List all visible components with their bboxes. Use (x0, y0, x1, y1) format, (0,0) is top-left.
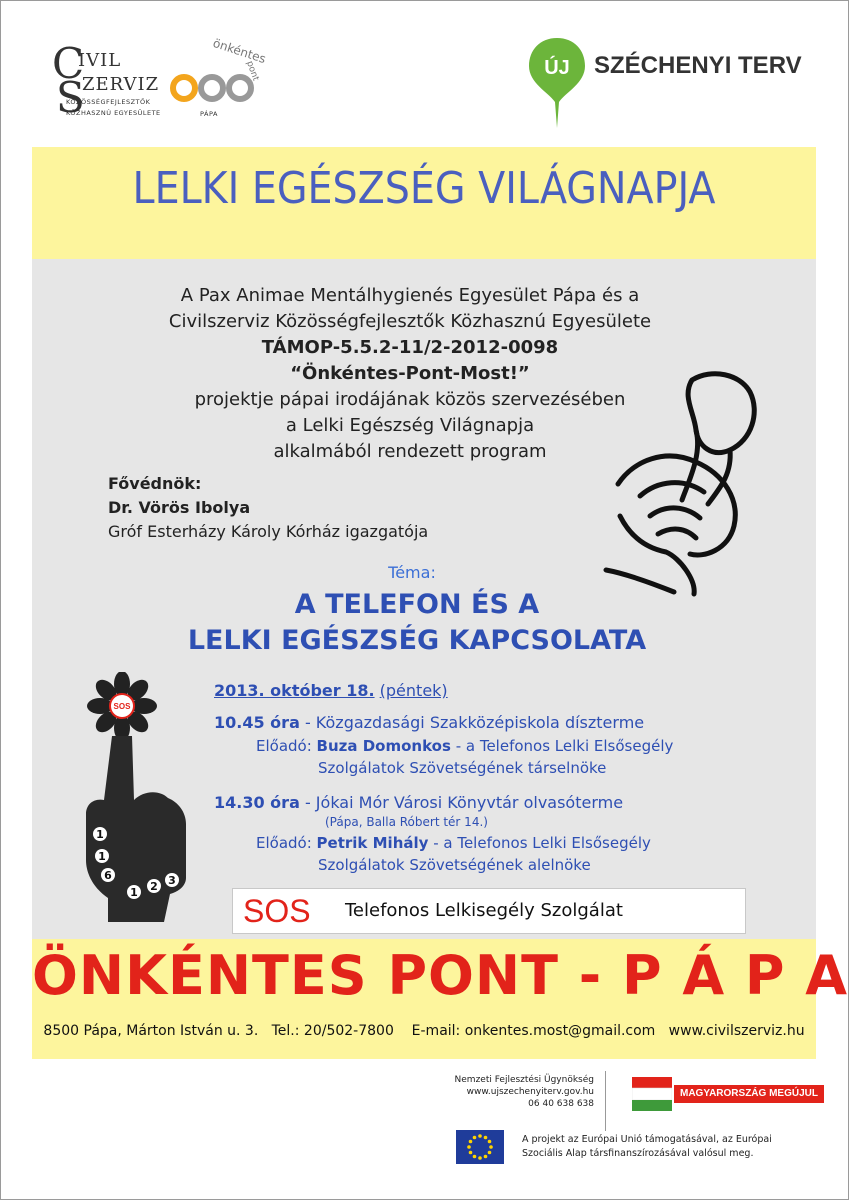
event-1-place: - Közgazdasági Szakközépiskola díszterme (299, 713, 645, 732)
event-date (214, 681, 448, 700)
patron-label: Fővédnök: (108, 474, 202, 493)
civilszerviz-logo (52, 35, 292, 130)
nfu-phone: 06 40 638 638 (528, 1099, 594, 1109)
sos-hand-illustration (82, 672, 192, 922)
nfu-url: www.ujszechenyiterv.gov.hu (466, 1087, 594, 1097)
eu-flag-icon (456, 1130, 504, 1164)
event-2-place: - Jókai Mór Városi Könyvtár olvasóterme (299, 793, 624, 812)
event-1-speaker-role-2: Szolgálatok Szövetségének társelnöke (318, 759, 607, 777)
intro-line: projektje pápai irodájának közös szervezésében (194, 389, 626, 410)
patron-role: Gróf Esterházy Károly Kórház igazgatója (108, 522, 429, 541)
szechenyi-title: SZÉCHENYI TERV (594, 52, 802, 79)
uj-badge: ÚJ (544, 57, 570, 79)
footer-big-title: ÖNKÉNTES PONT - P Á P A (32, 944, 849, 1007)
dial-digit: 3 (168, 874, 176, 887)
event-1-speaker (256, 737, 673, 755)
civil-tagline-2: KÖZHASZNÚ EGYESÜLETE (66, 109, 161, 117)
event-1-line (214, 713, 644, 732)
dial-digit: 1 (98, 850, 106, 863)
eu-note-line-2: Szociális Alap társfinanszírozásával valósul meg. (522, 1148, 754, 1159)
event-date-value: 2013. október 18. (214, 681, 375, 700)
papa-logo-label: PÁPA (200, 110, 218, 118)
project-code: TÁMOP-5.5.2-11/2-2012-0098 (261, 337, 559, 358)
mm-label: MAGYARORSZÁG MEGÚJUL (674, 1085, 824, 1103)
speaker-label: Előadó: (256, 834, 317, 852)
szerviz-word: ZERVIZ (82, 74, 160, 95)
topic-label: Téma: (388, 563, 436, 582)
event-2-time: 14.30 óra (214, 793, 300, 812)
topic-line-2: LELKI EGÉSZSÉG KAPCSOLATA (187, 625, 647, 656)
intro-line: a Lelki Egészség Világnapja (285, 415, 535, 436)
dial-digit: 1 (96, 828, 104, 841)
event-2-speaker-role-2: Szolgálatok Szövetségének alelnöke (318, 856, 591, 874)
hungarian-flag-icon (632, 1077, 672, 1111)
map-pin-icon (526, 36, 588, 130)
dial-digit: 2 (150, 880, 158, 893)
patron-name: Dr. Vörös Ibolya (108, 498, 251, 517)
sponsor-divider (605, 1071, 606, 1131)
patron-block (108, 472, 428, 544)
dial-digit: 1 (130, 886, 138, 899)
civil-tagline-1: KÖZÖSSÉGFEJLESZTŐK (66, 98, 151, 106)
onkentes-arc-label: önkéntes (211, 35, 268, 67)
event-2-speaker-role: - a Telefonos Lelki Elsősegély (428, 834, 651, 852)
contact-line: 8500 Pápa, Márton István u. 3. Tel.: 20/502-7800 E-mail: onkentes.most@gmail.com www.civilszerviz.hu (43, 1023, 805, 1039)
event-2-speaker (256, 834, 651, 852)
civil-word: IVIL (78, 50, 122, 71)
event-1-speaker-role: - a Telefonos Lelki Elsősegély (450, 737, 674, 755)
event-2-line (214, 793, 623, 812)
sos-banner (232, 888, 746, 934)
dial-digit: 6 (104, 869, 112, 882)
szechenyi-terv-logo (526, 36, 802, 134)
page-title: LELKI EGÉSZSÉG VILÁGNAPJA (132, 163, 716, 214)
svg-text:C: C (52, 42, 85, 88)
event-1-speaker-name: Buza Domonkos (316, 737, 451, 755)
svg-text:S: S (56, 73, 85, 117)
event-1-time: 10.45 óra (214, 713, 300, 732)
pont-arc-label: pont (244, 59, 261, 83)
intro-text (150, 283, 670, 465)
flower-sos-label: SOS (113, 702, 131, 711)
topic-title (32, 587, 802, 659)
magyarorszag-megujul-logo (632, 1077, 818, 1115)
event-2-note: (Pápa, Balla Róbert tér 14.) (325, 815, 488, 829)
nfu-name: Nemzeti Fejlesztési Ügynökség (454, 1075, 594, 1085)
eu-note-line-1: A projekt az Európai Unió támogatásával, az Európai (522, 1134, 772, 1145)
event-2-speaker-name: Petrik Mihály (316, 834, 429, 852)
topic-line-1: A TELEFON ÉS A (294, 589, 540, 620)
eu-support-note (522, 1133, 822, 1161)
sos-label: SOS (243, 893, 311, 929)
sos-service-name: Telefonos Lelkisegély Szolgálat (345, 900, 623, 921)
intro-line: Civilszerviz Közösségfejlesztők Közhasznú Egyesülete (168, 311, 652, 332)
project-name: “Önkéntes-Pont-Most!” (290, 363, 530, 384)
event-day: (péntek) (379, 681, 448, 700)
speaker-label: Előadó: (256, 737, 317, 755)
intro-line: alkalmából rendezett program (273, 441, 547, 462)
intro-line: A Pax Animae Mentálhygienés Egyesület Pápa és a (180, 285, 640, 306)
nfu-block (430, 1074, 594, 1110)
